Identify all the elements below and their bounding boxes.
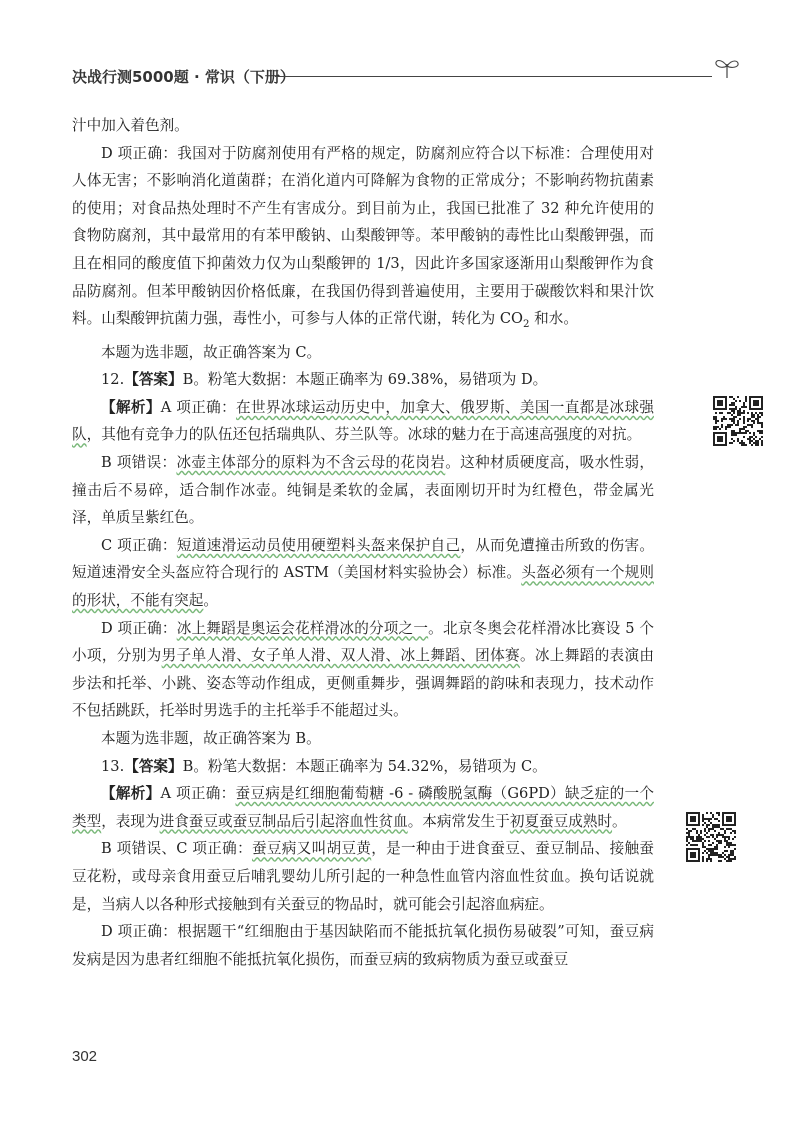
key-point: 蚕豆病是红细胞葡萄糖 -6 - 磷酸脱氢酶（G6PD）缺乏症的一个类型 [72, 785, 654, 830]
text: A 项正确： [160, 398, 237, 416]
question-12-analysis [72, 394, 654, 449]
question-13-answer [72, 753, 654, 781]
key-point: 冰上舞蹈是奥运会花样滑冰的分项之一 [176, 619, 429, 637]
option-d-explanation-12 [72, 615, 654, 725]
sprout-icon [712, 56, 742, 80]
qr-code-icon [713, 396, 763, 446]
qr-code-graphic [686, 812, 736, 862]
page-number: 302 [72, 1048, 98, 1065]
text: D 项正确： [101, 619, 177, 637]
answer-tag: 【答案】 [124, 757, 183, 775]
text: ，其他有竞争力的队伍还包括瑞典队、芬兰队等。冰球的魅力在于高速高强度的对抗。 [86, 426, 642, 444]
analysis-tag: 【解析】 [101, 785, 161, 803]
key-point: 在世界冰球运动历史中，加拿大、俄罗斯、美国一直都是冰球强队 [72, 398, 654, 444]
text: 。本病常发生于 [407, 812, 510, 830]
text: 本题为选非题，故正确答案为 C。 [101, 343, 322, 361]
text: D 项正确：根据题干“红细胞由于基因缺陷而不能抵抗氧化损伤易破裂”可知，蚕豆病发病是因为患者红细胞不能抵抗氧化损伤，而蚕豆病的致病物质为蚕豆或蚕豆 [72, 923, 654, 968]
question-number: 13. [101, 757, 125, 775]
text: 汁中加入着色剂。 [72, 117, 189, 134]
option-b-explanation [72, 449, 654, 532]
text: B。粉笔大数据：本题正确率为 69.38%，易错项为 D。 [182, 371, 548, 389]
book-title: 决战行测5000题 · 常识（下册） [72, 68, 295, 86]
text: B 项错误： [101, 454, 177, 472]
text: 本题为选非题，故正确答案为 B。 [101, 729, 321, 747]
key-point: 蚕豆病又叫胡豆黄 [251, 840, 372, 858]
text: 。冰上舞蹈的表演由步法和托举、小跳、姿态等动作组成，更侧重舞步，强调舞蹈的韵味和表现力，技术动作不包括跳跃，托举时男选手的主托举手不能超过头。 [72, 647, 654, 720]
continued-paragraph [72, 112, 654, 140]
question-number: 12. [101, 371, 125, 389]
text: ，从而免遭撞击所致的伤害。短道速滑安全头盔应符合现行的 ASTM（美国材料实验协会）标准。 [72, 536, 654, 582]
text: 。北京冬奥会花样滑冰比赛设 5 个小项，分别为 [72, 619, 654, 665]
option-c-explanation [72, 532, 654, 615]
qr-code-icon [686, 812, 736, 862]
subscript: 2 [523, 319, 530, 331]
text: C 项正确： [101, 536, 177, 554]
option-d-explanation-13 [72, 918, 654, 973]
key-point: 初夏蚕豆成熟时 [509, 812, 613, 830]
text: 。 [203, 592, 218, 609]
text: 和水。 [529, 310, 578, 328]
question-12-answer [72, 366, 654, 394]
text: B。粉笔大数据：本题正确率为 54.32%，易错项为 C。 [182, 757, 547, 775]
text: 。 [612, 812, 627, 830]
analysis-tag: 【解析】 [101, 398, 161, 416]
answer-tag: 【答案】 [124, 371, 183, 389]
answer-conclusion [72, 339, 654, 367]
qr-code-graphic [713, 396, 763, 446]
text: ，表现为 [101, 812, 160, 830]
text: B 项错误、C 项正确： [101, 840, 252, 858]
text: D 项正确：我国对于防腐剂使用有严格的规定，防腐剂应符合以下标准：合理使用对人体无害；不影响消化道菌群；在消化道内可降解为食物的正常成分；不影响药物抗菌素的使用；对食品热处理时不产生有害成分。到目前为止，我国已批准了 32 种允许使用的食物防腐剂，其中最常用的有苯甲酸钠、山梨酸钾等。苯甲酸钠的毒性比山梨酸钾强，而且在相同的酸度值下抑菌效力仅为山梨酸钾的 1/3，因此许多国家逐渐用山梨酸钾作为食品防腐剂。但苯甲酸钠因价格低廉，在我国仍得到普遍使用，主要用于碳酸饮料和果汁饮料。山梨酸钾抗菌力强，毒性小，可参与人体的正常代谢，转化为 CO [72, 144, 654, 328]
text: 。这种材质硬度高，吸水性弱，撞击后不易碎，适合制作冰壶。纯铜是柔软的金属，表面刚切开时为红橙色，带金属光泽，单质呈紫红色。 [72, 454, 654, 527]
text: A 项正确： [160, 785, 236, 803]
key-point: 男子单人滑、女子单人滑、双人滑、冰上舞蹈、团体赛 [161, 647, 520, 665]
option-bc-explanation-13 [72, 835, 654, 918]
key-point: 进食蚕豆或蚕豆制品后引起溶血性贫血 [159, 812, 408, 830]
running-header [72, 66, 742, 96]
answer-conclusion-12 [72, 725, 654, 753]
text: ，是一种由于进食蚕豆、蚕豆制品、接触蚕豆花粉，或母亲食用蚕豆后哺乳婴幼儿所引起的一种急性血管内溶血性贫血。换句话说就是，当病人以各种形式接触到有关蚕豆的物品时，就可能会引起溶血病症。 [72, 840, 654, 913]
key-point: 短道速滑运动员使用硬塑料头盔来保护自己 [176, 536, 461, 554]
page-body [72, 112, 654, 973]
option-d-explanation [72, 140, 654, 339]
question-13-analysis [72, 780, 654, 835]
header-rule [275, 76, 712, 77]
key-point: 冰壶主体部分的原料为不含云母的花岗岩 [176, 454, 446, 472]
key-point: 头盔必须有一个规则的形状，不能有突起 [72, 564, 654, 609]
